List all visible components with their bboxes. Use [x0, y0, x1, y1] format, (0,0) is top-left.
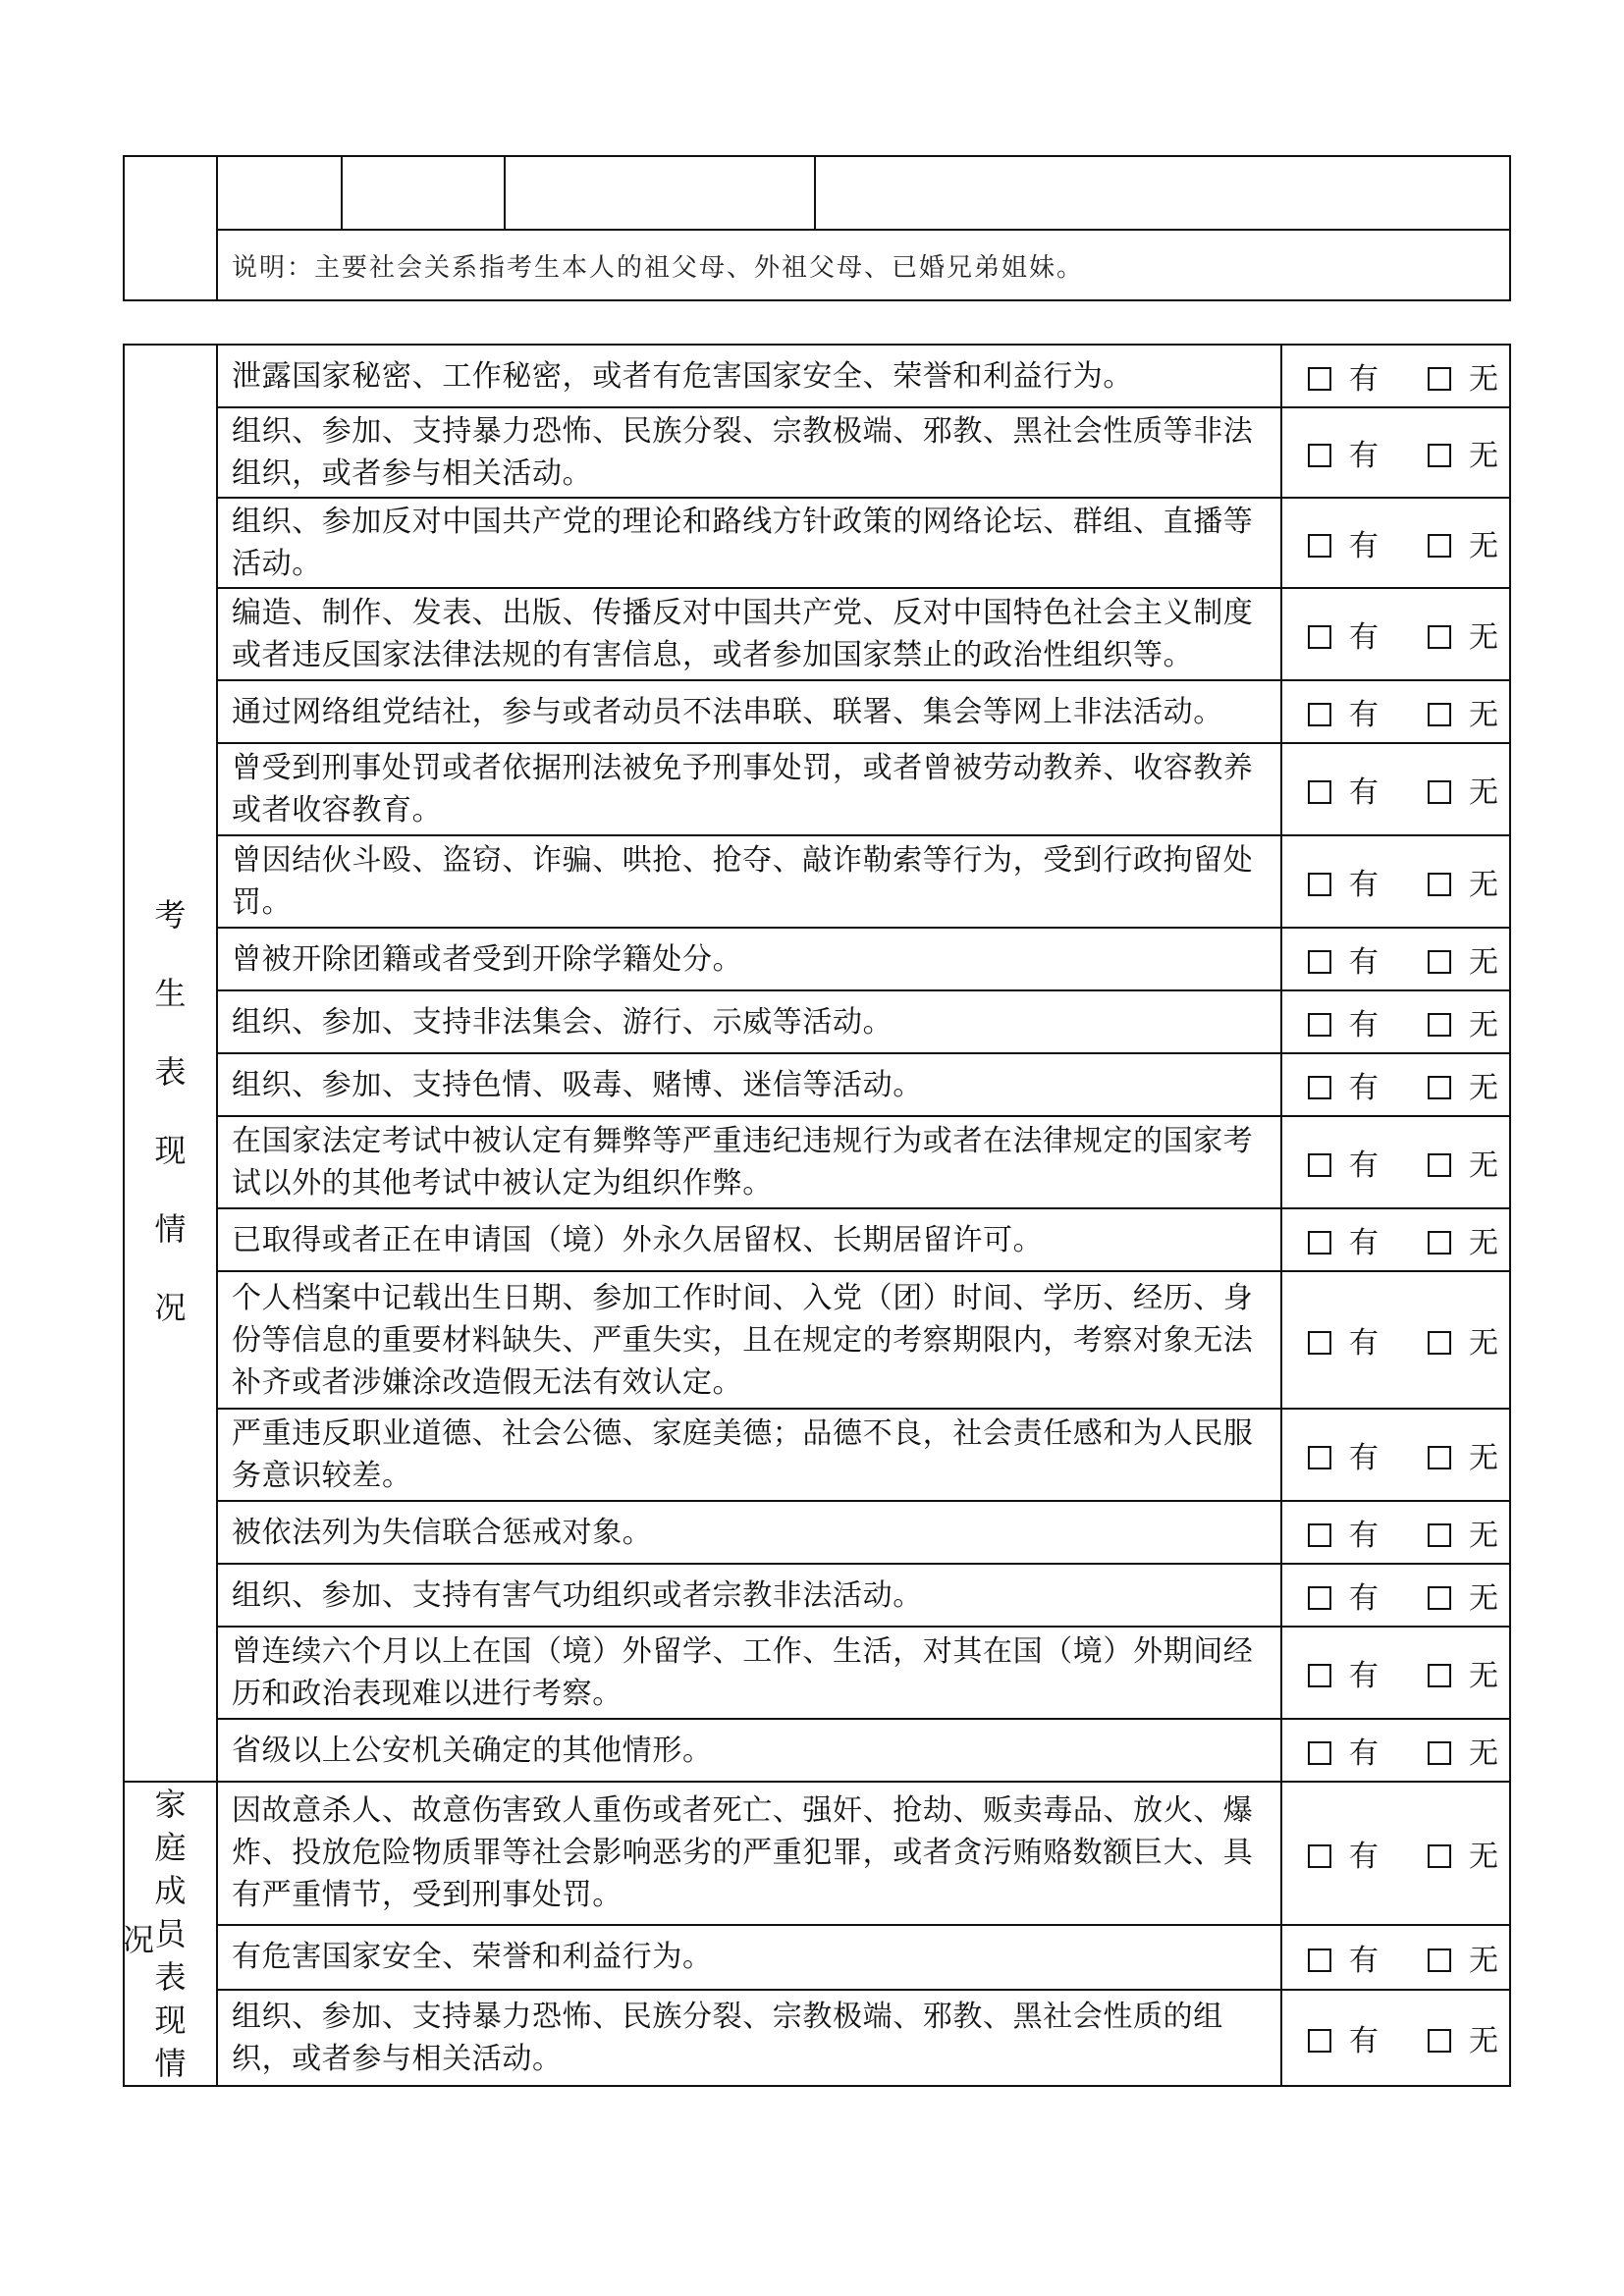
- yes-label: 有: [1349, 868, 1379, 902]
- candidate-conduct-label: [124, 345, 217, 1782]
- yes-label: 有: [1349, 1441, 1379, 1475]
- label-char: 现: [154, 2002, 187, 2039]
- yes-label: 有: [1349, 945, 1379, 980]
- yes-checkbox[interactable]: [1308, 1664, 1331, 1687]
- yes-no-choice: [1281, 680, 1510, 743]
- checklist-row: [124, 1627, 1510, 1719]
- no-label: 无: [1469, 1839, 1498, 1874]
- no-label: 无: [1469, 698, 1498, 732]
- no-label: 无: [1469, 1326, 1498, 1361]
- condition-text: 泄露国家秘密、工作秘密，或者有危害国家安全、荣誉和利益行为。: [217, 345, 1281, 407]
- no-label: 无: [1469, 1581, 1498, 1616]
- checklist-row: [124, 1409, 1510, 1501]
- condition-text: 组织、参加、支持色情、吸毒、赌博、迷信等活动。: [217, 1053, 1281, 1116]
- yes-checkbox[interactable]: [1308, 873, 1331, 896]
- condition-text: 曾连续六个月以上在国（境）外留学、工作、生活，对其在国（境）外期间经历和政治表现难以进行考察。: [217, 1627, 1281, 1719]
- yes-checkbox[interactable]: [1308, 367, 1331, 391]
- condition-text: 已取得或者正在申请国（境）外永久居留权、长期居留许可。: [217, 1208, 1281, 1271]
- condition-text: 省级以上公安机关确定的其他情形。: [217, 1719, 1281, 1782]
- yes-checkbox[interactable]: [1308, 444, 1331, 467]
- checklist-row: [124, 407, 1510, 498]
- no-checkbox[interactable]: [1428, 367, 1451, 391]
- yes-label: 有: [1349, 529, 1379, 563]
- family-conduct-label: [124, 1782, 217, 2086]
- checklist-row: [124, 345, 1510, 407]
- checklist-row: [124, 1501, 1510, 1564]
- no-checkbox[interactable]: [1428, 950, 1451, 974]
- no-checkbox[interactable]: [1428, 1013, 1451, 1037]
- yes-no-choice: [1281, 498, 1510, 588]
- yes-no-choice: [1281, 588, 1510, 680]
- yes-label: 有: [1349, 1071, 1379, 1105]
- label-char: 庭: [154, 1829, 187, 1866]
- section-label-cell: [124, 156, 217, 300]
- condition-text: 因故意杀人、故意伤害致人重伤或者死亡、强奸、抢劫、贩卖毒品、放火、爆炸、投放危险物质罪等社会影响恶劣的严重犯罪，或者贪污贿赂数额巨大、具有严重情节，受到刑事处罚。: [217, 1782, 1281, 1925]
- condition-text: 严重违反职业道德、社会公德、家庭美德；品德不良，社会责任感和为人民服务意识较差。: [217, 1409, 1281, 1501]
- no-label: 无: [1469, 2024, 1498, 2059]
- yes-label: 有: [1349, 1148, 1379, 1183]
- checklist-row: [124, 498, 1510, 588]
- checklist-row: [124, 1719, 1510, 1782]
- yes-checkbox[interactable]: [1308, 1586, 1331, 1610]
- yes-label: 有: [1349, 1839, 1379, 1874]
- checklist-row: [124, 1925, 1510, 1991]
- no-checkbox[interactable]: [1428, 1741, 1451, 1765]
- no-label: 无: [1469, 362, 1498, 397]
- label-char: 情: [154, 2045, 187, 2082]
- condition-text: 有危害国家安全、荣誉和利益行为。: [217, 1925, 1281, 1991]
- checklist-row: [124, 1053, 1510, 1116]
- checklist-row: [124, 928, 1510, 990]
- checklist-row: [124, 1208, 1510, 1271]
- checklist-row: [124, 1990, 1510, 2086]
- yes-label: 有: [1349, 1736, 1379, 1771]
- yes-checkbox[interactable]: [1308, 780, 1331, 804]
- checklist-row: [124, 588, 1510, 680]
- no-checkbox[interactable]: [1428, 1331, 1451, 1355]
- no-checkbox[interactable]: [1428, 1586, 1451, 1610]
- yes-no-choice: [1281, 1501, 1510, 1564]
- yes-no-choice: [1281, 345, 1510, 407]
- name-cell[interactable]: [342, 156, 505, 230]
- yes-checkbox[interactable]: [1308, 1076, 1331, 1099]
- condition-text: 组织、参加、支持暴力恐怖、民族分裂、宗教极端、邪教、黑社会性质的组织，或者参与相关活动。: [217, 1990, 1281, 2086]
- relations-note: 说明：主要社会关系指考生本人的祖父母、外祖父母、已婚兄弟姐妹。: [217, 230, 1510, 300]
- yes-checkbox[interactable]: [1308, 1949, 1331, 1972]
- label-char: 家: [154, 1786, 187, 1823]
- condition-text: 编造、制作、发表、出版、传播反对中国共产党、反对中国特色社会主义制度或者违反国家法律法规的有害信息，或者参加国家禁止的政治性组织等。: [217, 588, 1281, 680]
- no-label: 无: [1469, 439, 1498, 473]
- no-checkbox[interactable]: [1428, 703, 1451, 726]
- no-checkbox[interactable]: [1428, 1153, 1451, 1177]
- no-checkbox[interactable]: [1428, 1523, 1451, 1547]
- no-checkbox[interactable]: [1428, 1664, 1451, 1687]
- yes-label: 有: [1349, 620, 1379, 655]
- no-checkbox[interactable]: [1428, 1949, 1451, 1972]
- no-label: 无: [1469, 1148, 1498, 1183]
- yes-checkbox[interactable]: [1308, 950, 1331, 974]
- clipped-label-char: 况: [123, 1921, 155, 1958]
- no-checkbox[interactable]: [1428, 873, 1451, 896]
- condition-text: 曾因结伙斗殴、盗窃、诈骗、哄抢、抢夺、敲诈勒索等行为，受到行政拘留处罚。: [217, 835, 1281, 928]
- yes-no-choice: [1281, 1925, 1510, 1991]
- yes-no-choice: [1281, 1409, 1510, 1501]
- condition-text: 组织、参加、支持有害气功组织或者宗教非法活动。: [217, 1564, 1281, 1627]
- yes-label: 有: [1349, 1659, 1379, 1693]
- yes-checkbox[interactable]: [1308, 534, 1331, 558]
- yes-no-choice: [1281, 1564, 1510, 1627]
- checklist-row: [124, 990, 1510, 1053]
- checklist-row: [124, 1116, 1510, 1208]
- condition-text: 曾被开除团籍或者受到开除学籍处分。: [217, 928, 1281, 990]
- relation-cell[interactable]: [217, 156, 342, 230]
- no-checkbox[interactable]: [1428, 1076, 1451, 1099]
- yes-no-choice: [1281, 1116, 1510, 1208]
- label-char: 考: [154, 896, 187, 934]
- no-checkbox[interactable]: [1428, 1231, 1451, 1255]
- label-char: 表: [154, 1958, 187, 1996]
- label-char: 成: [154, 1872, 187, 1909]
- yes-checkbox[interactable]: [1308, 1331, 1331, 1355]
- label-char: 现: [154, 1132, 187, 1169]
- yes-no-choice: [1281, 1271, 1510, 1409]
- yes-label: 有: [1349, 1226, 1379, 1260]
- no-label: 无: [1469, 945, 1498, 980]
- yes-label: 有: [1349, 1008, 1379, 1042]
- yes-checkbox[interactable]: [1308, 1844, 1331, 1868]
- yes-no-choice: [1281, 835, 1510, 928]
- condition-text: 通过网络组党结社，参与或者动员不法串联、联署、集会等网上非法活动。: [217, 680, 1281, 743]
- no-checkbox[interactable]: [1428, 534, 1451, 558]
- label-char: 表: [154, 1053, 187, 1091]
- yes-label: 有: [1349, 2024, 1379, 2059]
- yes-no-choice: [1281, 1627, 1510, 1719]
- checklist-row: [124, 1564, 1510, 1627]
- no-checkbox[interactable]: [1428, 2029, 1451, 2053]
- yes-checkbox[interactable]: [1308, 703, 1331, 726]
- no-checkbox[interactable]: [1428, 444, 1451, 467]
- yes-checkbox[interactable]: [1308, 1446, 1331, 1469]
- condition-text: 在国家法定考试中被认定有舞弊等严重违纪违规行为或者在法律规定的国家考试以外的其他考试中被认定为组织作弊。: [217, 1116, 1281, 1208]
- yes-label: 有: [1349, 775, 1379, 810]
- yes-label: 有: [1349, 1943, 1379, 1978]
- info-cell[interactable]: [505, 156, 815, 230]
- yes-no-choice: [1281, 407, 1510, 498]
- no-label: 无: [1469, 775, 1498, 810]
- no-label: 无: [1469, 529, 1498, 563]
- no-checkbox[interactable]: [1428, 1844, 1451, 1868]
- no-label: 无: [1469, 1659, 1498, 1693]
- no-label: 无: [1469, 620, 1498, 655]
- social-relations-table: [123, 155, 1511, 301]
- condition-text: 曾受到刑事处罚或者依据刑法被免予刑事处罚，或者曾被劳动教养、收容教养或者收容教育。: [217, 743, 1281, 835]
- checklist-row: [124, 680, 1510, 743]
- checklist-row: [124, 743, 1510, 835]
- yes-checkbox[interactable]: [1308, 1741, 1331, 1765]
- label-char: 情: [154, 1210, 187, 1248]
- no-label: 无: [1469, 1519, 1498, 1553]
- no-label: 无: [1469, 1441, 1498, 1475]
- yes-label: 有: [1349, 1519, 1379, 1553]
- condition-text: 组织、参加、支持非法集会、游行、示威等活动。: [217, 990, 1281, 1053]
- no-checkbox[interactable]: [1428, 1446, 1451, 1469]
- condition-text: 组织、参加反对中国共产党的理论和路线方针政策的网络论坛、群组、直播等活动。: [217, 498, 1281, 588]
- yes-checkbox[interactable]: [1308, 1153, 1331, 1177]
- no-label: 无: [1469, 1008, 1498, 1042]
- yes-label: 有: [1349, 362, 1379, 397]
- checklist-row: [124, 835, 1510, 928]
- checklist-row: [124, 1271, 1510, 1409]
- no-label: 无: [1469, 1736, 1498, 1771]
- label-char: 员: [154, 1915, 187, 1952]
- yes-no-choice: [1281, 1782, 1510, 1925]
- no-checkbox[interactable]: [1428, 625, 1451, 649]
- conduct-checklist-table: [123, 344, 1511, 2087]
- yes-label: 有: [1349, 1326, 1379, 1361]
- condition-text: 组织、参加、支持暴力恐怖、民族分裂、宗教极端、邪教、黑社会性质等非法组织，或者参与相关活动。: [217, 407, 1281, 498]
- label-char: 况: [154, 1289, 187, 1326]
- no-label: 无: [1469, 1226, 1498, 1260]
- yes-checkbox[interactable]: [1308, 625, 1331, 649]
- yes-label: 有: [1349, 1581, 1379, 1616]
- label-char: 生: [154, 975, 187, 1012]
- yes-no-choice: [1281, 1208, 1510, 1271]
- no-label: 无: [1469, 1943, 1498, 1978]
- yes-label: 有: [1349, 439, 1379, 473]
- detail-cell[interactable]: [815, 156, 1510, 230]
- yes-no-choice: [1281, 1719, 1510, 1782]
- yes-no-choice: [1281, 990, 1510, 1053]
- no-label: 无: [1469, 868, 1498, 902]
- yes-no-choice: [1281, 928, 1510, 990]
- yes-no-choice: [1281, 1990, 1510, 2086]
- yes-checkbox[interactable]: [1308, 1231, 1331, 1255]
- relation-entry-row: [124, 156, 1510, 230]
- yes-no-choice: [1281, 1053, 1510, 1116]
- no-label: 无: [1469, 1071, 1498, 1105]
- condition-text: 个人档案中记载出生日期、参加工作时间、入党（团）时间、学历、经历、身份等信息的重要材料缺失、严重失实，且在规定的考察期限内，考察对象无法补齐或者涉嫌涂改造假无法有效认定。: [217, 1271, 1281, 1409]
- yes-label: 有: [1349, 698, 1379, 732]
- checklist-row: [124, 1782, 1510, 1925]
- yes-checkbox[interactable]: [1308, 1523, 1331, 1547]
- yes-checkbox[interactable]: [1308, 1013, 1331, 1037]
- no-checkbox[interactable]: [1428, 780, 1451, 804]
- yes-no-choice: [1281, 743, 1510, 835]
- yes-checkbox[interactable]: [1308, 2029, 1331, 2053]
- condition-text: 被依法列为失信联合惩戒对象。: [217, 1501, 1281, 1564]
